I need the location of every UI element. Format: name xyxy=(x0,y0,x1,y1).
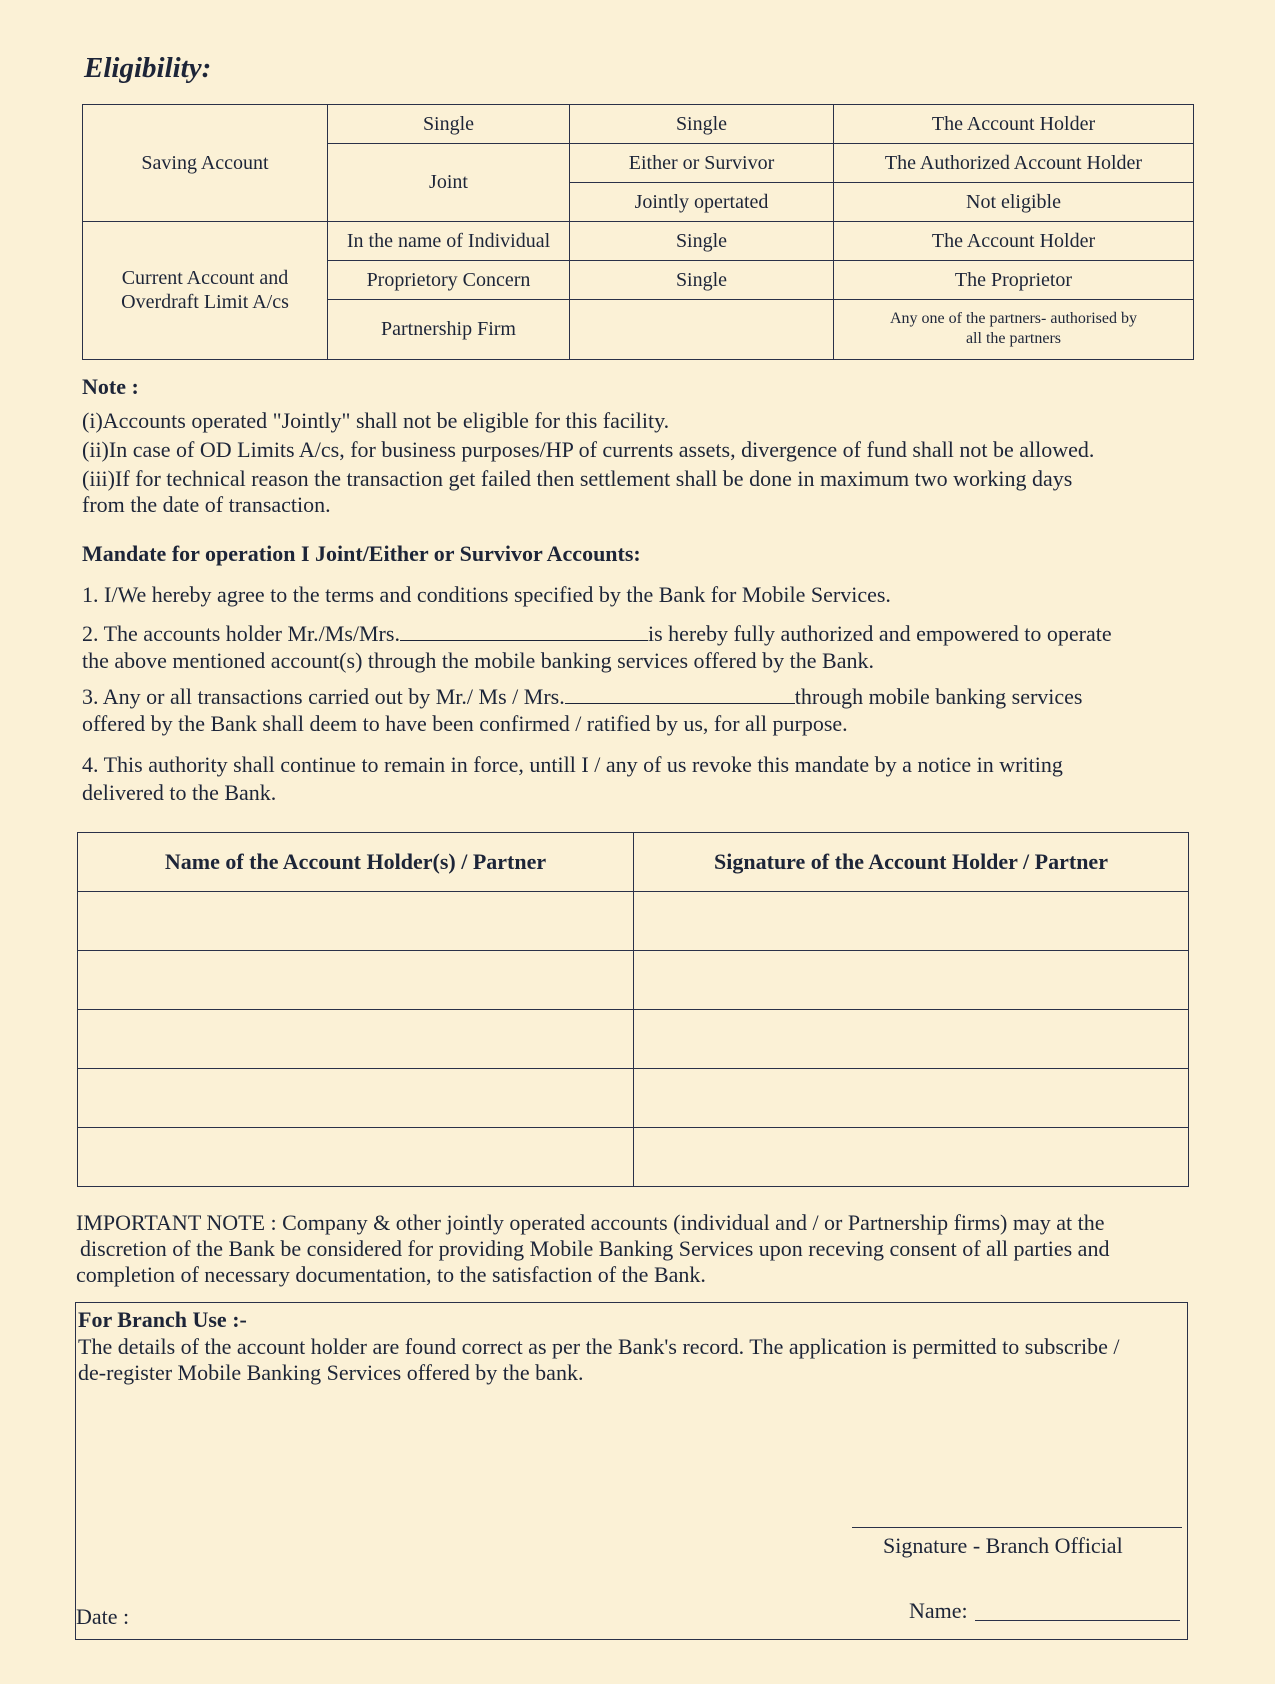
operation-mode: Single xyxy=(328,105,570,144)
name-cell[interactable] xyxy=(78,1128,634,1187)
holder-name-blank[interactable] xyxy=(400,620,648,641)
account-holders-table xyxy=(77,832,1189,1187)
mandate-item-cont: the above mentioned account(s) through the mobile banking services offered by the Bank. xyxy=(82,648,874,673)
mandate-item: 4. This authority shall continue to remain in force, untill I / any of us revoke this mandate by a notice in writing xyxy=(82,752,1063,777)
eligible-line: Any one of the partners- authorised by xyxy=(889,310,1138,328)
name-label: Name: xyxy=(909,1598,968,1623)
account-type-current xyxy=(83,221,328,359)
important-note-cont: discretion of the Bank be considered for providing Mobile Banking Services upon receving consent of all parties and xyxy=(80,1236,1110,1261)
note-heading: Note : xyxy=(82,374,139,399)
operation-subtype xyxy=(570,299,834,359)
mandate-text: 2. The accounts holder Mr./Ms/Mrs. xyxy=(82,621,400,646)
name-cell[interactable] xyxy=(78,1069,634,1128)
mandate-item-cont: delivered to the Bank. xyxy=(82,780,277,805)
mandate-text: through mobile banking services xyxy=(794,684,1083,709)
mandate-item-cont: offered by the Bank shall deem to have been confirmed / ratified by us, for all purpose. xyxy=(82,711,848,736)
table-row xyxy=(78,1010,1189,1069)
eligibility-table xyxy=(82,104,1194,360)
signature-cell[interactable] xyxy=(634,892,1189,951)
branch-use-text: de-register Mobile Banking Services offered by the bank. xyxy=(78,1360,584,1385)
name-cell[interactable] xyxy=(78,951,634,1010)
table-row xyxy=(78,951,1189,1010)
table-row xyxy=(78,1128,1189,1187)
account-type-saving: Saving Account xyxy=(83,105,328,222)
eligibility-title: Eligibility: xyxy=(84,52,212,84)
operation-mode: In the name of Individual xyxy=(328,221,570,260)
mandate-heading: Mandate for operation I Joint/Either or Survivor Accounts: xyxy=(82,541,641,566)
mandate-item xyxy=(82,683,1083,710)
account-type-line: Current Account and xyxy=(121,267,289,290)
eligible-party: Not eligible xyxy=(834,182,1194,221)
operation-subtype: Single xyxy=(570,260,834,299)
name-line[interactable] xyxy=(975,1620,1180,1621)
eligible-party: The Authorized Account Holder xyxy=(834,143,1194,182)
operation-subtype: Jointly opertated xyxy=(570,182,834,221)
eligible-party: The Proprietor xyxy=(834,260,1194,299)
date-label: Date : xyxy=(76,1604,130,1629)
operation-subtype: Either or Survivor xyxy=(570,143,834,182)
signature-cell[interactable] xyxy=(634,951,1189,1010)
account-type-line: Overdraft Limit A/cs xyxy=(121,291,289,314)
holder-name-blank[interactable] xyxy=(565,683,795,704)
mandate-text: 3. Any or all transactions carried out by Mr./ Ms / Mrs. xyxy=(82,684,565,709)
table-row xyxy=(78,1069,1189,1128)
column-header-name: Name of the Account Holder(s) / Partner xyxy=(78,833,634,892)
note-item: (i)Accounts operated "Jointly" shall not be eligible for this facility. xyxy=(82,408,670,433)
name-cell[interactable] xyxy=(78,892,634,951)
eligible-party xyxy=(834,299,1194,359)
column-header-signature: Signature of the Account Holder / Partner xyxy=(634,833,1189,892)
signature-cell[interactable] xyxy=(634,1010,1189,1069)
note-item: (ii)In case of OD Limits A/cs, for business purposes/HP of currents assets, divergence of fund shall not be allowed. xyxy=(82,437,1095,462)
operation-mode: Proprietory Concern xyxy=(328,260,570,299)
name-cell[interactable] xyxy=(78,1010,634,1069)
note-item-cont: from the date of transaction. xyxy=(82,492,331,517)
signature-line xyxy=(852,1527,1182,1528)
signature-label: Signature - Branch Official xyxy=(883,1533,1123,1558)
important-note: IMPORTANT NOTE : Company & other jointly operated accounts (individual and / or Partnership firms) may at the xyxy=(76,1210,1105,1235)
eligible-party: The Account Holder xyxy=(834,221,1194,260)
operation-subtype: Single xyxy=(570,221,834,260)
important-note-cont: completion of necessary documentation, to the satisfaction of the Bank. xyxy=(76,1262,706,1287)
signature-cell[interactable] xyxy=(634,1128,1189,1187)
note-item: (iii)If for technical reason the transaction get failed then settlement shall be done in maximum two working days xyxy=(82,466,1073,491)
operation-mode: Joint xyxy=(328,143,570,221)
eligible-line: all the partners xyxy=(965,330,1062,348)
branch-use-heading: For Branch Use :- xyxy=(78,1307,247,1332)
branch-use-text: The details of the account holder are found correct as per the Bank's record. The application is permitted to subscribe / xyxy=(78,1334,1120,1359)
mandate-item: 1. I/We hereby agree to the terms and conditions specified by the Bank for Mobile Services. xyxy=(82,582,891,607)
table-row xyxy=(78,892,1189,951)
eligible-party: The Account Holder xyxy=(834,105,1194,144)
mandate-text: is hereby fully authorized and empowered to operate xyxy=(647,621,1112,646)
signature-cell[interactable] xyxy=(634,1069,1189,1128)
operation-subtype: Single xyxy=(570,105,834,144)
mandate-item xyxy=(82,620,1112,647)
operation-mode: Partnership Firm xyxy=(328,299,570,359)
